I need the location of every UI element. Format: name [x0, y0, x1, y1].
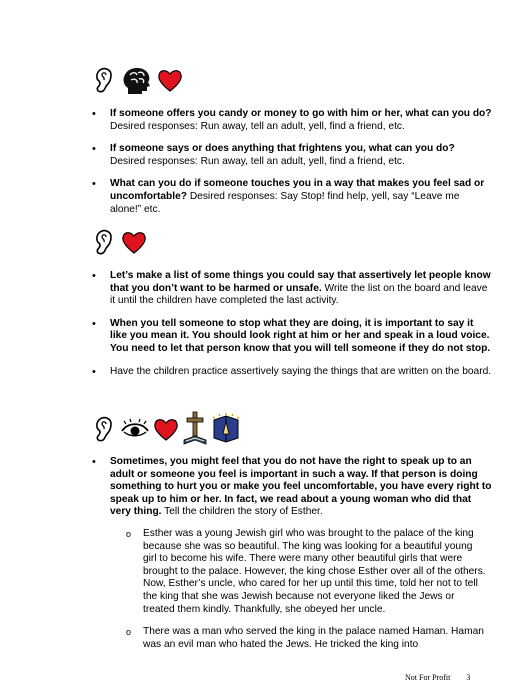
section1-list [92, 108, 492, 226]
brain-head-icon [120, 64, 154, 96]
heart-icon [152, 416, 180, 442]
story-sublist [126, 528, 486, 661]
cross-bible-icon [182, 410, 208, 448]
list-item: • If someone says or does anything that frightens you, what can you do? Desired responses: Run away, tell an adult, yell, find a friend, etc. [92, 143, 492, 168]
section2-list [92, 270, 492, 388]
list-item: • Let’s make a list of some things you could say that assertively let people know that you don’t want to be harmed or unsafe. Write the list on the board and leave it until the children have completed the last activity. [92, 270, 492, 308]
section3-icon-row [92, 410, 242, 448]
ear-icon [92, 228, 118, 256]
footer-text: Not For Profit [405, 673, 451, 682]
list-item: • What can you do if someone touches you in a way that makes you feel sad or uncomfortable? Desired responses: Say Stop! find help, yell, say “Leave me alone!” etc. [92, 178, 492, 216]
list-item: • When you tell someone to stop what they are doing, it is important to say it like you mean it. You should look right at him or her and speak in a loud voice. You need to let that person know that you will tell someone if they do not stop. [92, 318, 492, 356]
heart-icon [120, 229, 148, 255]
list-item: • If someone offers you candy or money to go with him or her, what can you do? Desired responses: Run away, tell an adult, yell, find a friend, etc. [92, 108, 492, 133]
story-paragraph: o There was a man who served the king in the palace named Haman. Haman was an evil man who hated the Jews. He tricked the king into [126, 626, 486, 651]
praying-hands-icon [210, 412, 242, 446]
list-item: • Sometimes, you might feel that you do not have the right to speak up to an adult or someone you feel is important in such a way. If that person is doing something to hurt you or make you feel uncomfortable, you have every right to speak up to him or her. In fact, we read about a young woman who did that very thing. Tell the children the story of Esther. [92, 456, 492, 519]
page-number: 3 [466, 673, 471, 682]
ear-icon [92, 66, 118, 94]
eye-icon [120, 418, 150, 440]
heart-icon [156, 67, 184, 93]
page-footer [405, 673, 470, 682]
section3-list [92, 456, 492, 529]
story-paragraph: o Esther was a young Jewish girl who was brought to the palace of the king because she was so beautiful. The king was looking for a beautiful young girl to become his wife. There were many other beautiful girls that were brought to the palace. However, the king chose Esther over all of the others. Now, Esther’s uncle, who cared for her up until this time, told her not to tell the king that she was Jewish because not everyone liked the Jews or treated them kindly. Thankfully, she obeyed her uncle. [126, 528, 486, 616]
section2-icon-row [92, 228, 148, 256]
list-item: • Have the children practice assertively saying the things that are written on the board. [92, 366, 492, 379]
section1-icon-row [92, 64, 184, 96]
ear-icon [92, 415, 118, 443]
